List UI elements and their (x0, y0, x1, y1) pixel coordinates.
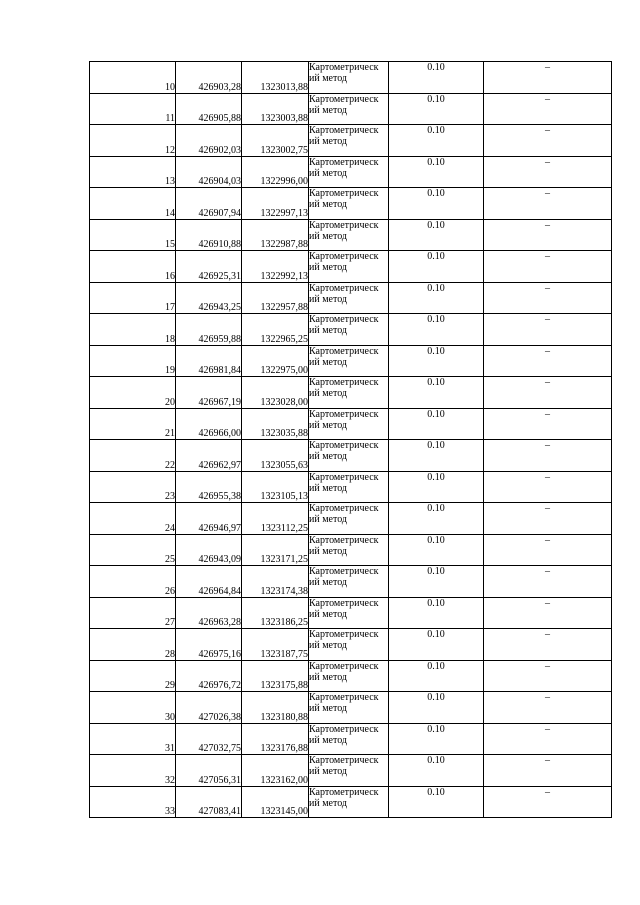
accuracy-cell: 0.10 (389, 660, 484, 692)
table-row (90, 440, 612, 472)
x-coordinate-cell: 427083,41 (176, 786, 242, 818)
y-coordinate-cell: 1323112,25 (242, 503, 309, 535)
note-cell: – (484, 660, 612, 692)
note-cell: – (484, 566, 612, 598)
x-coordinate-cell: 426962,97 (176, 440, 242, 472)
point-number-cell: 21 (90, 408, 176, 440)
point-number-cell: 30 (90, 692, 176, 724)
point-number-cell: 10 (90, 62, 176, 94)
x-coordinate-cell: 427032,75 (176, 723, 242, 755)
method-text-line2: ий метод (309, 388, 348, 399)
x-coordinate-cell: 426967,19 (176, 377, 242, 409)
note-cell: – (484, 786, 612, 818)
method-text-line1: Картометрическ (309, 282, 379, 294)
method-cell (309, 597, 389, 629)
point-number-cell: 19 (90, 345, 176, 377)
method-text-line1: Картометрическ (309, 692, 379, 703)
table-row (90, 219, 612, 251)
coordinates-table (89, 61, 612, 818)
x-coordinate-cell: 426943,09 (176, 534, 242, 566)
table-row (90, 93, 612, 125)
method-cell (309, 503, 389, 535)
method-text-line1: Картометрическ (309, 503, 379, 514)
accuracy-cell: 0.10 (389, 755, 484, 787)
y-coordinate-cell: 1322957,88 (242, 282, 309, 314)
point-number-cell: 22 (90, 440, 176, 472)
note-cell: – (484, 408, 612, 440)
method-text-line1: Картометрическ (309, 345, 379, 357)
note-cell: – (484, 723, 612, 755)
point-number-cell: 13 (90, 156, 176, 188)
note-cell: – (484, 314, 612, 346)
y-coordinate-cell: 1323176,88 (242, 723, 309, 755)
x-coordinate-cell: 426981,84 (176, 345, 242, 377)
table-row (90, 345, 612, 377)
point-number-cell: 24 (90, 503, 176, 535)
method-text-line2: ий метод (309, 545, 348, 557)
note-cell: – (484, 62, 612, 94)
x-coordinate-cell: 426902,03 (176, 125, 242, 157)
table-row (90, 534, 612, 566)
method-text-line2: ий метод (309, 577, 348, 588)
method-cell (309, 723, 389, 755)
accuracy-cell: 0.10 (389, 534, 484, 566)
method-text-line1: Картометрическ (309, 125, 379, 136)
table-row (90, 471, 612, 503)
x-coordinate-cell: 426925,31 (176, 251, 242, 283)
table-row (90, 566, 612, 598)
method-text-line1: Картометрическ (309, 534, 379, 546)
accuracy-cell: 0.10 (389, 314, 484, 346)
method-cell (309, 440, 389, 472)
table-row (90, 156, 612, 188)
point-number-cell: 14 (90, 188, 176, 220)
accuracy-cell: 0.10 (389, 566, 484, 598)
method-text-line1: Картометрическ (309, 377, 379, 388)
method-text-line2: ий метод (309, 136, 348, 147)
method-cell (309, 314, 389, 346)
note-cell: – (484, 503, 612, 535)
x-coordinate-cell: 426959,88 (176, 314, 242, 346)
y-coordinate-cell: 1323003,88 (242, 93, 309, 125)
note-cell: – (484, 692, 612, 724)
method-cell (309, 219, 389, 251)
y-coordinate-cell: 1323002,75 (242, 125, 309, 157)
method-text-line1: Картометрическ (309, 219, 379, 231)
method-cell (309, 62, 389, 94)
y-coordinate-cell: 1322987,88 (242, 219, 309, 251)
table-row (90, 503, 612, 535)
method-text-line2: ий метод (309, 451, 348, 462)
note-cell: – (484, 125, 612, 157)
method-text-line2: ий метод (309, 199, 348, 210)
accuracy-cell: 0.10 (389, 62, 484, 94)
point-number-cell: 16 (90, 251, 176, 283)
method-text-line1: Картометрическ (309, 251, 379, 262)
x-coordinate-cell: 426907,94 (176, 188, 242, 220)
y-coordinate-cell: 1323162,00 (242, 755, 309, 787)
y-coordinate-cell: 1322996,00 (242, 156, 309, 188)
method-text-line2: ий метод (309, 608, 348, 620)
point-number-cell: 17 (90, 282, 176, 314)
method-text-line1: Картометрическ (309, 188, 379, 199)
y-coordinate-cell: 1323105,13 (242, 471, 309, 503)
accuracy-cell: 0.10 (389, 723, 484, 755)
method-cell (309, 566, 389, 598)
accuracy-cell: 0.10 (389, 786, 484, 818)
method-text-line2: ий метод (309, 230, 348, 242)
method-text-line1: Картометрическ (309, 566, 379, 577)
accuracy-cell: 0.10 (389, 377, 484, 409)
point-number-cell: 23 (90, 471, 176, 503)
x-coordinate-cell: 426905,88 (176, 93, 242, 125)
method-cell (309, 786, 389, 818)
method-cell (309, 251, 389, 283)
point-number-cell: 20 (90, 377, 176, 409)
method-cell (309, 629, 389, 661)
accuracy-cell: 0.10 (389, 156, 484, 188)
y-coordinate-cell: 1323175,88 (242, 660, 309, 692)
accuracy-cell: 0.10 (389, 125, 484, 157)
y-coordinate-cell: 1323187,75 (242, 629, 309, 661)
y-coordinate-cell: 1323028,00 (242, 377, 309, 409)
x-coordinate-cell: 426943,25 (176, 282, 242, 314)
coordinates-table-body (90, 62, 612, 818)
method-cell (309, 660, 389, 692)
y-coordinate-cell: 1323013,88 (242, 62, 309, 94)
point-number-cell: 26 (90, 566, 176, 598)
y-coordinate-cell: 1322965,25 (242, 314, 309, 346)
method-text-line2: ий метод (309, 797, 348, 809)
note-cell: – (484, 471, 612, 503)
x-coordinate-cell: 426955,38 (176, 471, 242, 503)
method-text-line2: ий метод (309, 671, 348, 683)
point-number-cell: 33 (90, 786, 176, 818)
note-cell: – (484, 440, 612, 472)
table-row (90, 377, 612, 409)
method-cell (309, 692, 389, 724)
point-number-cell: 28 (90, 629, 176, 661)
y-coordinate-cell: 1323145,00 (242, 786, 309, 818)
point-number-cell: 32 (90, 755, 176, 787)
method-text-line1: Картометрическ (309, 62, 379, 73)
table-row (90, 125, 612, 157)
method-text-line1: Картометрическ (309, 93, 379, 105)
note-cell: – (484, 188, 612, 220)
method-text-line1: Картометрическ (309, 786, 379, 798)
note-cell: – (484, 629, 612, 661)
method-cell (309, 156, 389, 188)
method-cell (309, 534, 389, 566)
method-text-line2: ий метод (309, 325, 348, 336)
point-number-cell: 31 (90, 723, 176, 755)
y-coordinate-cell: 1323180,88 (242, 692, 309, 724)
method-cell (309, 345, 389, 377)
method-text-line1: Картометрическ (309, 440, 379, 451)
point-number-cell: 29 (90, 660, 176, 692)
method-text-line2: ий метод (309, 640, 348, 651)
point-number-cell: 11 (90, 93, 176, 125)
y-coordinate-cell: 1323186,25 (242, 597, 309, 629)
note-cell: – (484, 597, 612, 629)
x-coordinate-cell: 426975,16 (176, 629, 242, 661)
table-row (90, 251, 612, 283)
method-text-line2: ий метод (309, 514, 348, 525)
table-row (90, 786, 612, 818)
x-coordinate-cell: 426946,97 (176, 503, 242, 535)
accuracy-cell: 0.10 (389, 629, 484, 661)
x-coordinate-cell: 426903,28 (176, 62, 242, 94)
point-number-cell: 12 (90, 125, 176, 157)
table-row (90, 755, 612, 787)
y-coordinate-cell: 1323055,63 (242, 440, 309, 472)
note-cell: – (484, 755, 612, 787)
point-number-cell: 18 (90, 314, 176, 346)
accuracy-cell: 0.10 (389, 408, 484, 440)
accuracy-cell: 0.10 (389, 282, 484, 314)
x-coordinate-cell: 427026,38 (176, 692, 242, 724)
method-text-line2: ий метод (309, 262, 348, 273)
accuracy-cell: 0.10 (389, 93, 484, 125)
x-coordinate-cell: 426976,72 (176, 660, 242, 692)
note-cell: – (484, 219, 612, 251)
x-coordinate-cell: 426966,00 (176, 408, 242, 440)
method-text-line1: Картометрическ (309, 408, 379, 420)
note-cell: – (484, 377, 612, 409)
method-text-line2: ий метод (309, 703, 348, 714)
note-cell: – (484, 93, 612, 125)
method-text-line2: ий метод (309, 356, 348, 368)
y-coordinate-cell: 1323035,88 (242, 408, 309, 440)
method-text-line1: Картометрическ (309, 660, 379, 672)
method-cell (309, 471, 389, 503)
x-coordinate-cell: 426964,84 (176, 566, 242, 598)
table-row (90, 723, 612, 755)
y-coordinate-cell: 1322997,13 (242, 188, 309, 220)
method-text-line2: ий метод (309, 734, 348, 746)
method-text-line1: Картометрическ (309, 723, 379, 735)
method-cell (309, 125, 389, 157)
note-cell: – (484, 251, 612, 283)
method-cell (309, 188, 389, 220)
table-row (90, 62, 612, 94)
accuracy-cell: 0.10 (389, 471, 484, 503)
table-row (90, 314, 612, 346)
x-coordinate-cell: 427056,31 (176, 755, 242, 787)
table-row (90, 660, 612, 692)
method-text-line1: Картометрическ (309, 755, 379, 766)
method-text-line2: ий метод (309, 419, 348, 431)
x-coordinate-cell: 426963,28 (176, 597, 242, 629)
table-row (90, 692, 612, 724)
y-coordinate-cell: 1323171,25 (242, 534, 309, 566)
accuracy-cell: 0.10 (389, 440, 484, 472)
accuracy-cell: 0.10 (389, 692, 484, 724)
point-number-cell: 25 (90, 534, 176, 566)
table-row (90, 408, 612, 440)
method-text-line1: Картометрическ (309, 471, 379, 483)
y-coordinate-cell: 1323174,38 (242, 566, 309, 598)
method-text-line1: Картометрическ (309, 314, 379, 325)
method-text-line1: Картометрическ (309, 629, 379, 640)
method-text-line1: Картометрическ (309, 156, 379, 168)
method-text-line2: ий метод (309, 482, 348, 494)
method-cell (309, 377, 389, 409)
x-coordinate-cell: 426904,03 (176, 156, 242, 188)
method-text-line2: ий метод (309, 104, 348, 116)
method-text-line2: ий метод (309, 766, 348, 777)
point-number-cell: 27 (90, 597, 176, 629)
method-cell (309, 93, 389, 125)
accuracy-cell: 0.10 (389, 597, 484, 629)
point-number-cell: 15 (90, 219, 176, 251)
note-cell: – (484, 534, 612, 566)
method-text-line2: ий метод (309, 167, 348, 179)
table-row (90, 597, 612, 629)
accuracy-cell: 0.10 (389, 188, 484, 220)
accuracy-cell: 0.10 (389, 503, 484, 535)
y-coordinate-cell: 1322992,13 (242, 251, 309, 283)
accuracy-cell: 0.10 (389, 219, 484, 251)
x-coordinate-cell: 426910,88 (176, 219, 242, 251)
y-coordinate-cell: 1322975,00 (242, 345, 309, 377)
note-cell: – (484, 282, 612, 314)
table-row (90, 282, 612, 314)
method-cell (309, 282, 389, 314)
note-cell: – (484, 156, 612, 188)
method-text-line1: Картометрическ (309, 597, 379, 609)
method-cell (309, 755, 389, 787)
note-cell: – (484, 345, 612, 377)
method-text-line2: ий метод (309, 293, 348, 305)
table-row (90, 188, 612, 220)
method-text-line2: ий метод (309, 73, 348, 84)
accuracy-cell: 0.10 (389, 345, 484, 377)
table-row (90, 629, 612, 661)
method-cell (309, 408, 389, 440)
accuracy-cell: 0.10 (389, 251, 484, 283)
